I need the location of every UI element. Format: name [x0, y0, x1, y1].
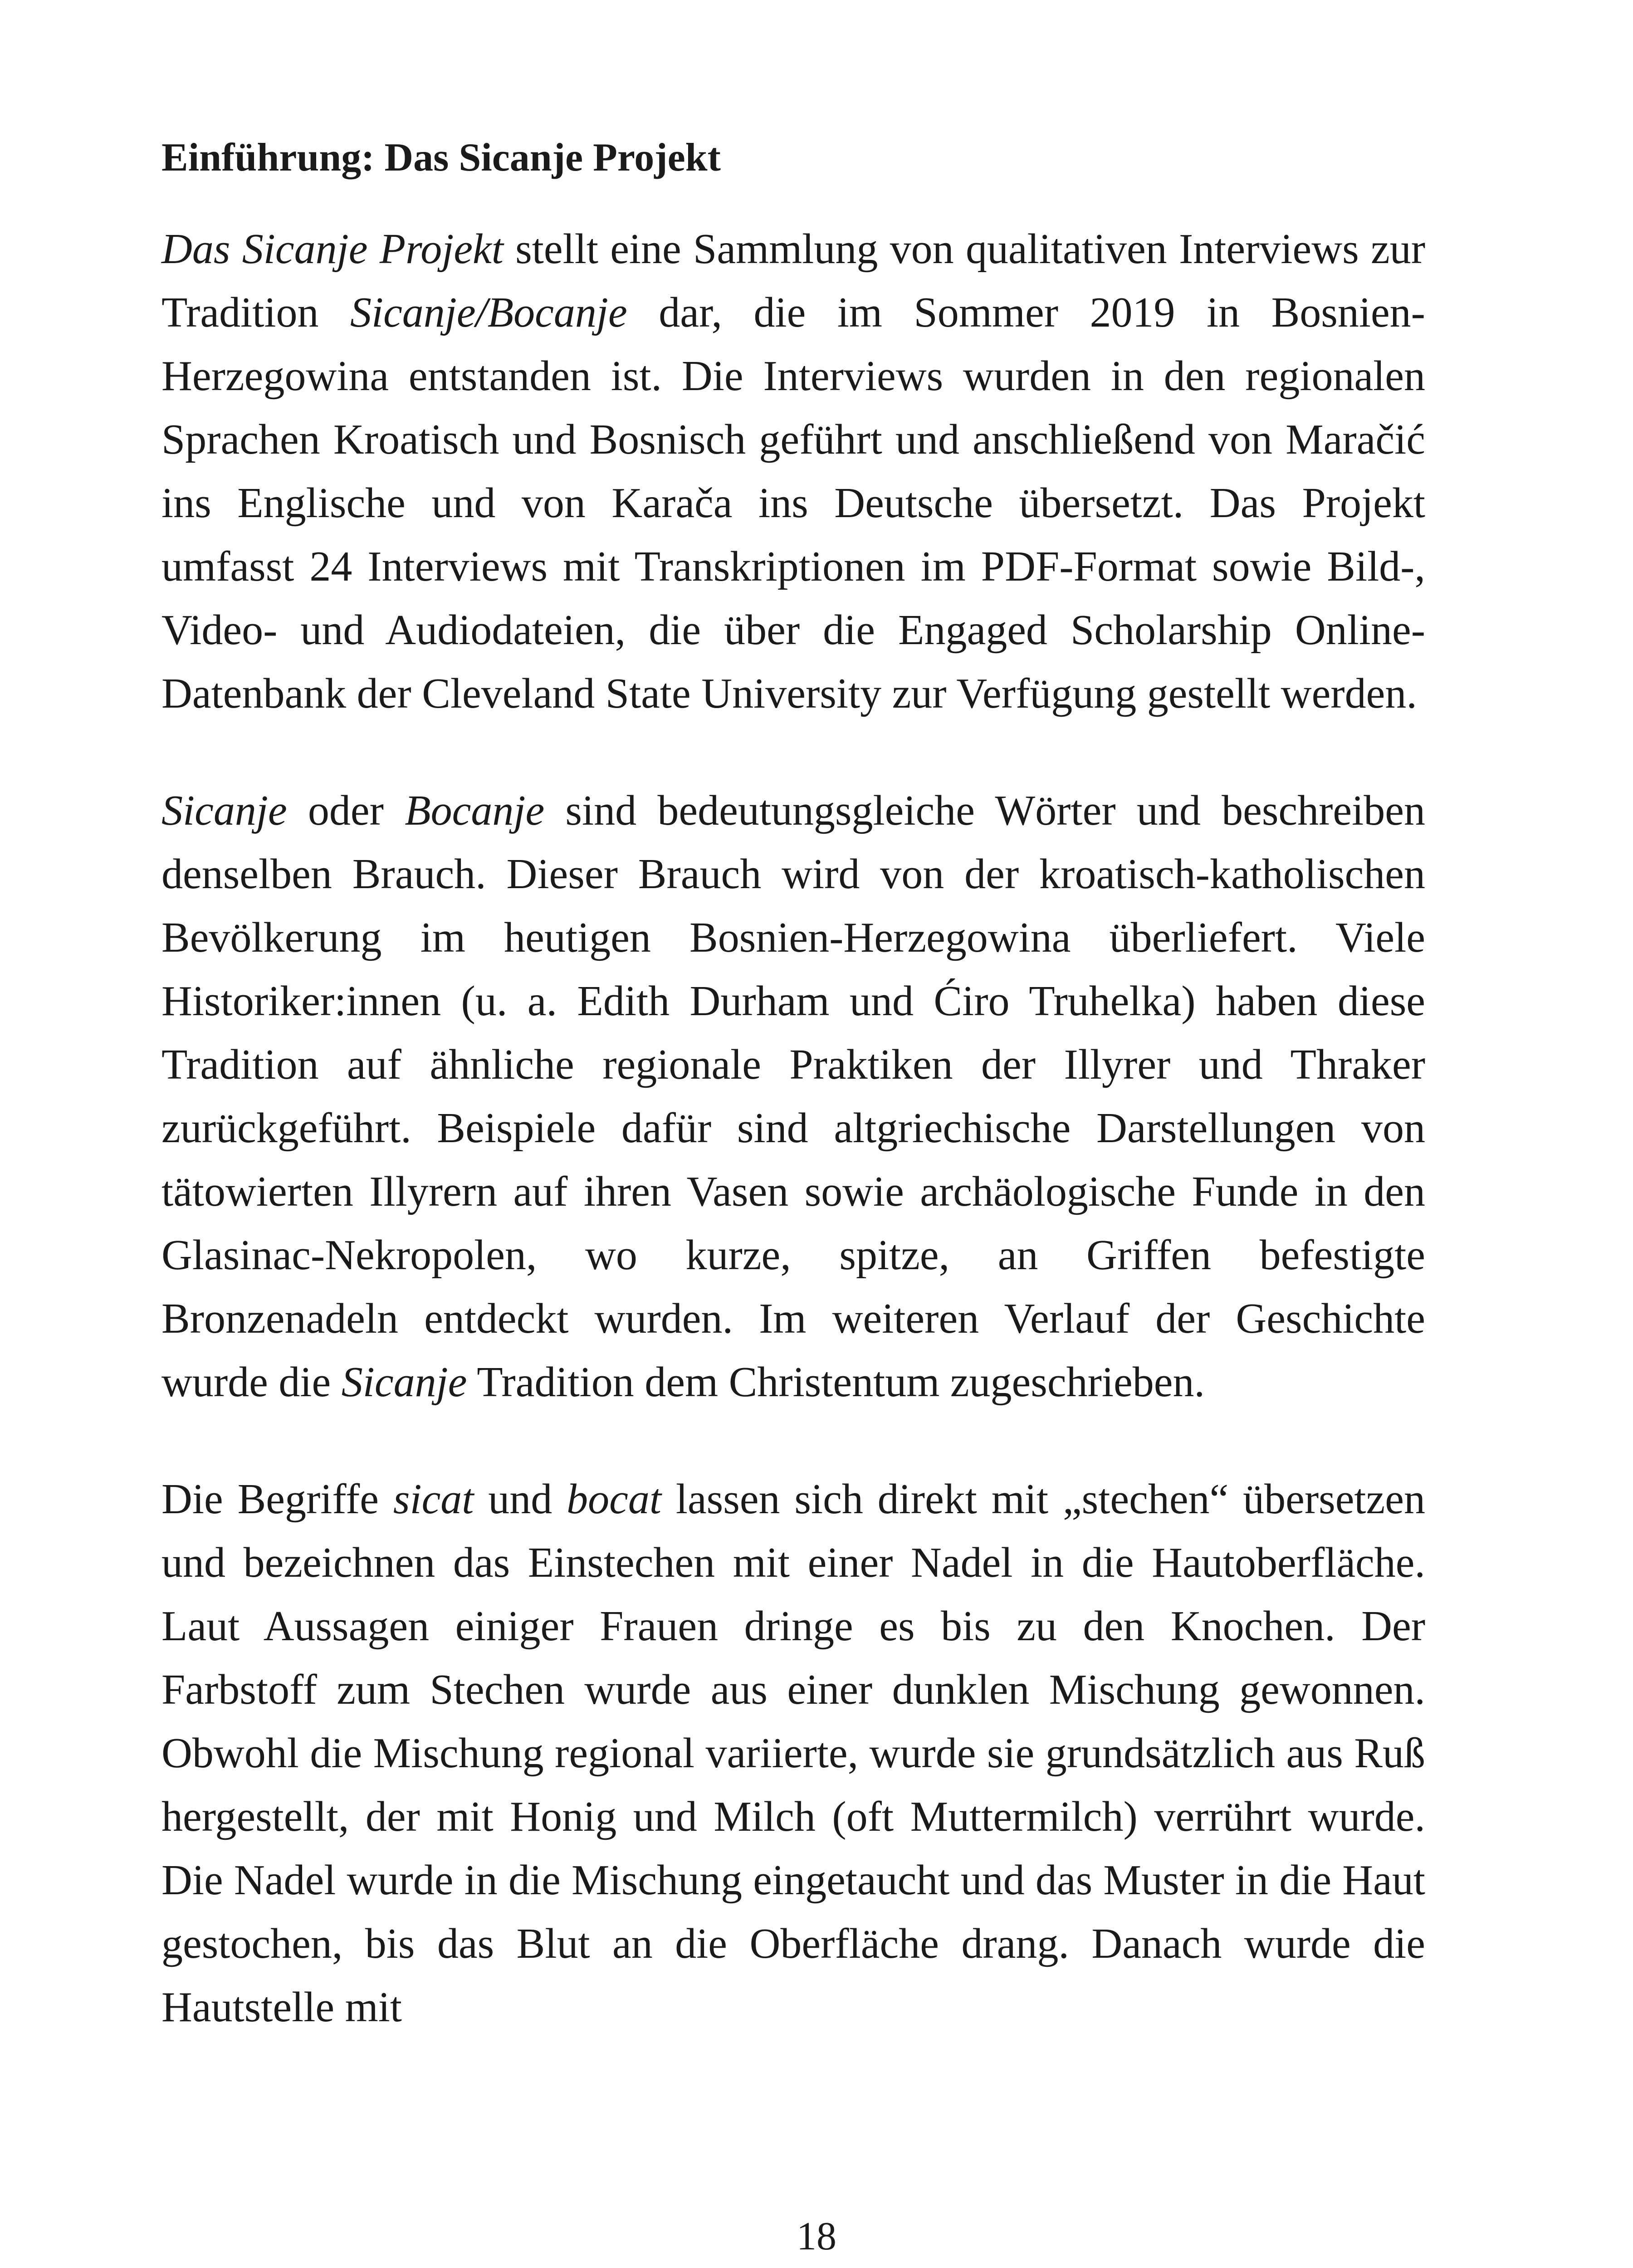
paragraph-3 [161, 1467, 1425, 2039]
text-column [161, 136, 1425, 2039]
text-run: Sicanje [161, 787, 287, 834]
text-run: bocat [567, 1475, 661, 1523]
section-heading: Einführung: Das Sicanje Projekt [161, 136, 721, 180]
text-run: dar, die im Sommer 2019 in Bosnien-Herzegowina entstanden ist. Die Interviews wurden in den regionalen Sprachen Kroatisch und Bosnisch geführt und anschließend von Maračić ins Englische und von Karača ins Deutsche übersetzt. Das Projekt umfasst 24 Interviews mit Transkriptionen im PDF-Format sowie Bild-, Video- und Audiodateien, die über die Engaged Scholarship Online-Datenbank der Cleveland State University zur Verfügung gestellt werden. [161, 288, 1425, 717]
text-run: Das Sicanje Projekt [161, 225, 504, 273]
text-run: Sicanje [341, 1358, 467, 1406]
paragraph-2 [161, 779, 1425, 1414]
text-run: lassen sich direkt mit „stechen“ übersetzen und bezeichnen das Einstechen mit einer Nadel in die Hautoberfläche. Laut Aussagen einiger Frauen dringe es bis zu den Knochen. Der Farbstoff zum Stechen wurde aus einer dunklen Mischung gewonnen. Obwohl die Mischung regional variierte, wurde sie grundsätzlich aus Ruß hergestellt, der mit Honig und Milch (oft Muttermilch) verrührt wurde. Die Nadel wurde in die Mischung eingetaucht und das Muster in die Haut gestochen, bis das Blut an die Oberfläche drang. Danach wurde die Hautstelle mit [161, 1475, 1425, 2031]
text-run: Bocanje [405, 787, 545, 834]
text-run: Die Begriffe [161, 1475, 393, 1523]
paragraph-1 [161, 217, 1425, 725]
text-run: sind bedeutungsgleiche Wörter und beschreiben denselben Brauch. Dieser Brauch wird von der kroatisch-katholischen Bevölkerung im heutigen Bosnien-Herzegowina überliefert. Viele Historiker:innen (u. a. Edith Durham und Ćiro Truhelka) haben diese Tradition auf ähnliche regionale Praktiken der Illyrer und Thraker zurückgeführt. Beispiele dafür sind altgriechische Darstellungen von tätowierten Illyrern auf ihren Vasen sowie archäologische Funde in den Glasinac-Nekropolen, wo kurze, spitze, an Griffen befestigte Bronzenadeln entdeckt wurden. Im weiteren Verlauf der Geschichte wurde die [161, 787, 1425, 1406]
text-run: und [474, 1475, 567, 1523]
text-run: stellt eine Sammlung von qualitativen Interviews zur Tradition [161, 225, 1426, 336]
text-run: sicat [393, 1475, 474, 1523]
text-run: oder [287, 787, 405, 834]
page-number: 18 [797, 2214, 836, 2258]
text-run: Tradition dem Christentum zugeschrieben. [467, 1358, 1205, 1406]
text-run: Sicanje/Bocanje [350, 288, 627, 336]
